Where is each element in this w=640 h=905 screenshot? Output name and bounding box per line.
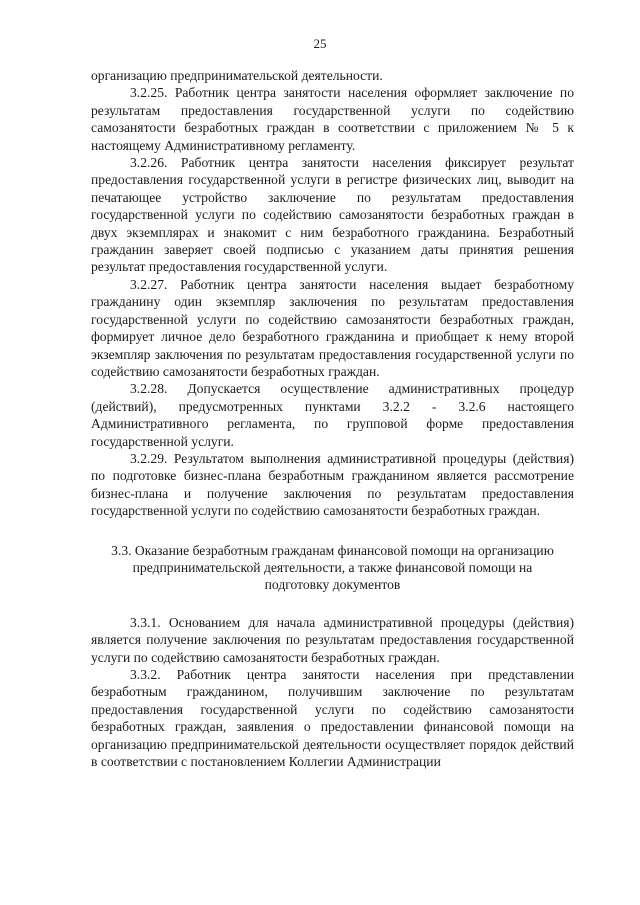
section-heading: 3.3. Оказание безработным гражданам финансовой помощи на организацию предпринимательской деятельности, а также финансовой помощи на подготовку документов bbox=[111, 542, 554, 593]
paragraph-3-3-1: 3.3.1. Основанием для начала административной процедуры (действия) является получение заключения по результатам предоставления государственной услуги по содействию самозанятости безработных граждан. bbox=[91, 614, 574, 665]
paragraph-3-2-25: 3.2.25. Работник центра занятости населения оформляет заключение по результатам предоставления государственной услуги по содействию самозанятости безработных граждан в соответствии с приложением № 5 к настоящему Административному регламенту. bbox=[91, 85, 574, 153]
paragraph-3-2-28: 3.2.28. Допускается осуществление административных процедур (действий), предусмотренных пунктами 3.2.2 - 3.2.6 настоящего Административного регламента, по групповой форме предоставления государственной услуги. bbox=[91, 381, 574, 449]
paragraph-3-2-29: 3.2.29. Результатом выполнения административной процедуры (действия) по подготовке бизнес-плана безработным гражданином является рассмотрение бизнес-плана и получение заключения по результатам предоставления государственной услуги по содействию самозанятости безработных граждан. bbox=[91, 450, 574, 519]
paragraph-3-2-26: 3.2.26. Работник центра занятости населения фиксирует результат предоставления государственной услуги в регистре физических лиц, выводит на печатающее устройство заключение по результатам предоставления государственной услуги по содействию самозанятости безработных граждан в двух экземплярах и знакомит с ним безработного гражданина. Безработный гражданин заверяет своей подписью с указанием даты принятия решения результат предоставления государственной услуги. bbox=[91, 155, 574, 275]
paragraph-3-3-2: 3.3.2. Работник центра занятости населения при представлении безработным гражданином, получившим заключение по результатам предоставления государственной услуги по содействию самозанятости безработных граждан, заявления о предоставлении финансовой помощи на организацию предпринимательской деятельности осуществляет порядок действий в соответствии с постановлением Коллегии Администрации bbox=[91, 667, 574, 770]
paragraph-continuation: организацию предпринимательской деятельности. bbox=[91, 68, 383, 83]
paragraph-3-2-27: 3.2.27. Работник центра занятости населения выдает безработному гражданину один экземпляр заключения по результатам предоставления государственной услуги по содействию самозанятости безработных граждан, формирует личное дело безработного гражданина и приобщает к нему второй экземпляр заключения по результатам предоставления государственной услуги по содействию самозанятости безработных граждан. bbox=[91, 276, 574, 379]
page-number: 25 bbox=[313, 36, 327, 51]
document-body bbox=[91, 67, 574, 770]
